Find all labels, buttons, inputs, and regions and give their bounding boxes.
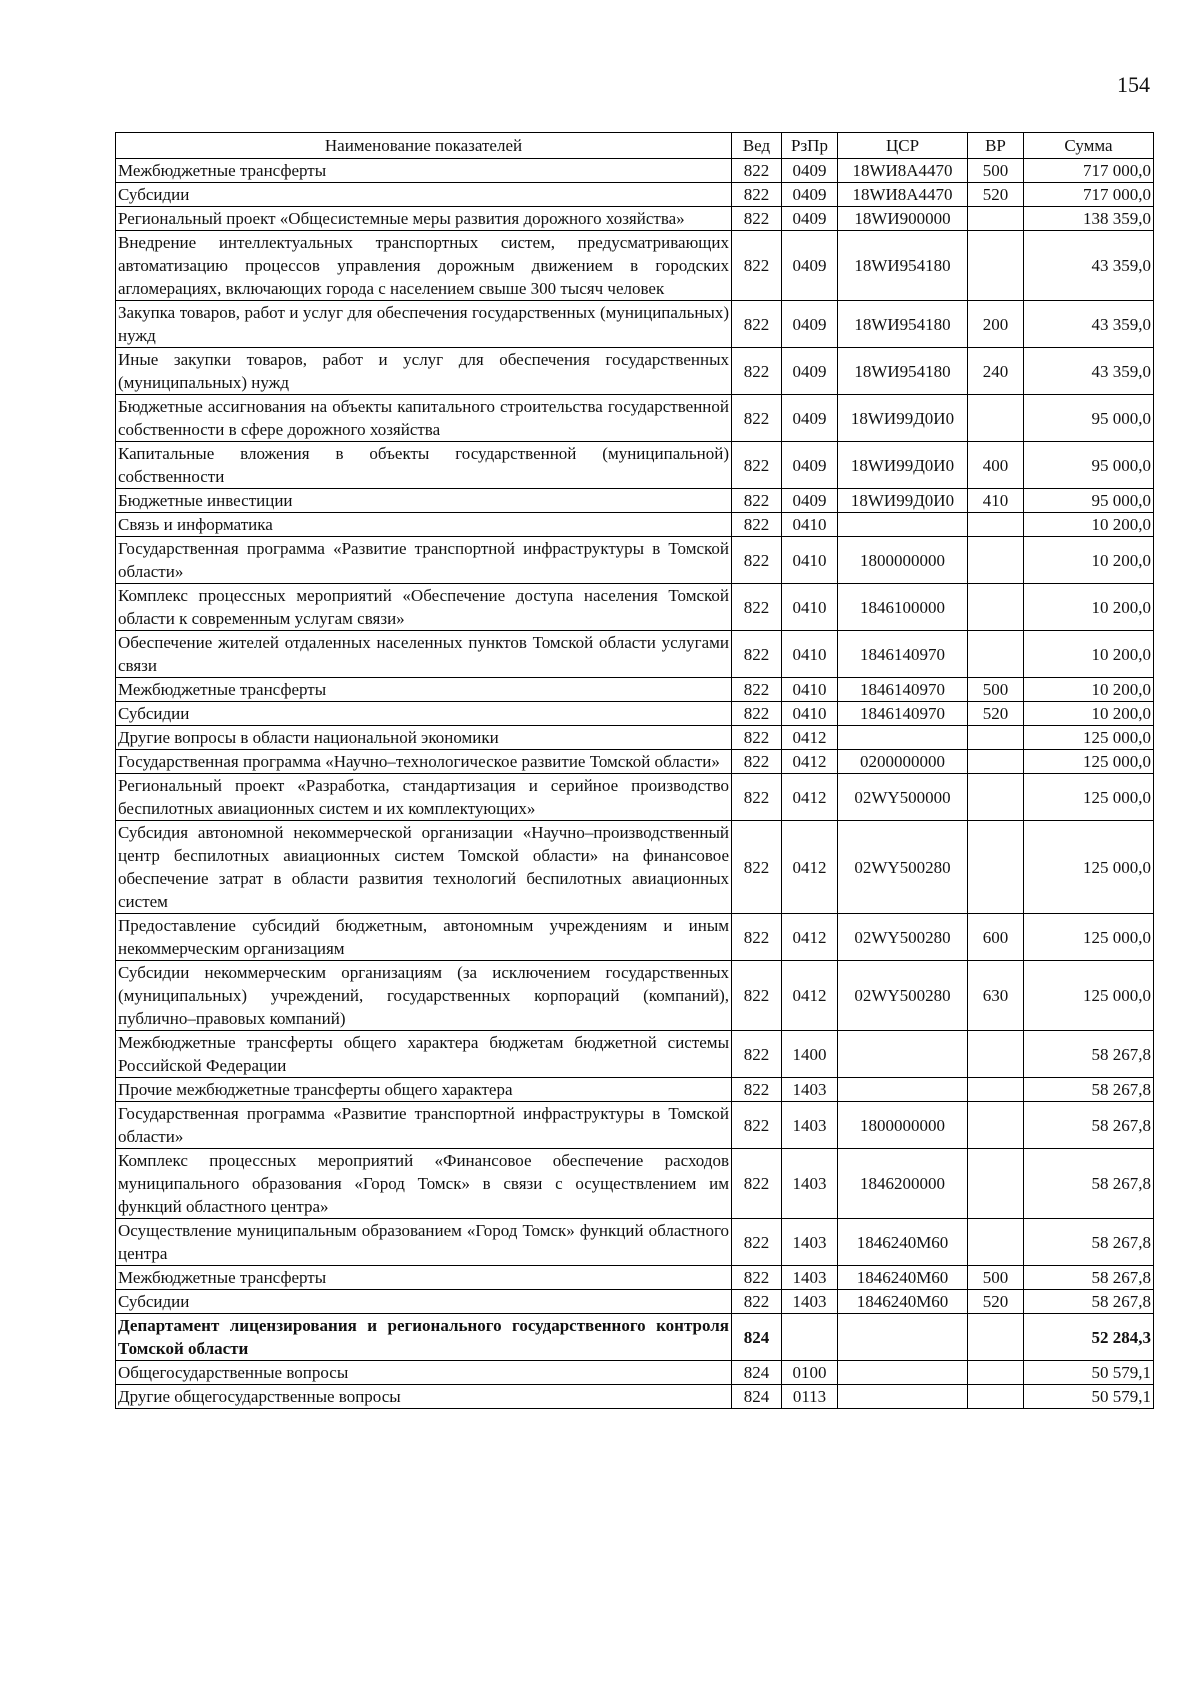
cell-vr: 410 <box>968 489 1024 513</box>
cell-rzpr: 0409 <box>782 231 838 301</box>
cell-vr: 400 <box>968 442 1024 489</box>
cell-ved: 822 <box>732 442 782 489</box>
table-row <box>116 702 1154 726</box>
cell-sum: 50 579,1 <box>1024 1361 1154 1385</box>
cell-vr <box>968 1149 1024 1219</box>
cell-sum: 95 000,0 <box>1024 489 1154 513</box>
cell-ved: 822 <box>732 159 782 183</box>
cell-name: Обеспечение жителей отдаленных населенных пунктов Томской области услугами связи <box>116 631 732 678</box>
table-row <box>116 1385 1154 1409</box>
cell-vr: 500 <box>968 678 1024 702</box>
cell-sum: 10 200,0 <box>1024 678 1154 702</box>
cell-rzpr: 0412 <box>782 914 838 961</box>
cell-ved: 822 <box>732 395 782 442</box>
cell-rzpr: 0412 <box>782 726 838 750</box>
cell-sum: 58 267,8 <box>1024 1290 1154 1314</box>
cell-vr <box>968 584 1024 631</box>
table-row <box>116 159 1154 183</box>
cell-rzpr: 0410 <box>782 631 838 678</box>
cell-sum: 138 359,0 <box>1024 207 1154 231</box>
table-body <box>116 159 1154 1409</box>
table-row <box>116 914 1154 961</box>
cell-csr: 1800000000 <box>838 1102 968 1149</box>
cell-ved: 822 <box>732 750 782 774</box>
cell-sum: 52 284,3 <box>1024 1314 1154 1361</box>
cell-vr <box>968 1102 1024 1149</box>
cell-sum: 125 000,0 <box>1024 961 1154 1031</box>
cell-name: Региональный проект «Общесистемные меры развития дорожного хозяйства» <box>116 207 732 231</box>
cell-name: Департамент лицензирования и регионального государственного контроля Томской области <box>116 1314 732 1361</box>
cell-name: Предоставление субсидий бюджетным, автономным учреждениям и иным некоммерческим организациям <box>116 914 732 961</box>
table-row <box>116 961 1154 1031</box>
cell-name: Закупка товаров, работ и услуг для обеспечения государственных (муниципальных) нужд <box>116 301 732 348</box>
cell-sum: 717 000,0 <box>1024 183 1154 207</box>
cell-ved: 822 <box>732 348 782 395</box>
cell-ved: 822 <box>732 1266 782 1290</box>
table-row <box>116 1078 1154 1102</box>
table-row <box>116 584 1154 631</box>
cell-csr: 18WИ954180 <box>838 231 968 301</box>
cell-vr: 520 <box>968 183 1024 207</box>
cell-sum: 125 000,0 <box>1024 821 1154 914</box>
cell-rzpr: 1403 <box>782 1266 838 1290</box>
cell-ved: 824 <box>732 1314 782 1361</box>
table-row <box>116 231 1154 301</box>
cell-vr <box>968 631 1024 678</box>
cell-sum: 10 200,0 <box>1024 537 1154 584</box>
cell-vr: 240 <box>968 348 1024 395</box>
cell-ved: 822 <box>732 774 782 821</box>
cell-vr <box>968 1361 1024 1385</box>
cell-csr: 02WY500000 <box>838 774 968 821</box>
cell-sum: 43 359,0 <box>1024 348 1154 395</box>
cell-name: Осуществление муниципальным образованием «Город Томск» функций областного центра <box>116 1219 732 1266</box>
cell-name: Субсидии <box>116 1290 732 1314</box>
cell-sum: 58 267,8 <box>1024 1031 1154 1078</box>
cell-rzpr: 0409 <box>782 489 838 513</box>
cell-rzpr: 1403 <box>782 1149 838 1219</box>
cell-rzpr: 0412 <box>782 750 838 774</box>
cell-vr <box>968 395 1024 442</box>
cell-csr <box>838 513 968 537</box>
cell-sum: 10 200,0 <box>1024 584 1154 631</box>
cell-ved: 822 <box>732 914 782 961</box>
cell-ved: 822 <box>732 678 782 702</box>
cell-rzpr: 0409 <box>782 348 838 395</box>
table-row <box>116 1361 1154 1385</box>
cell-csr: 1800000000 <box>838 537 968 584</box>
cell-ved: 822 <box>732 489 782 513</box>
cell-csr: 18WИ954180 <box>838 301 968 348</box>
table-row <box>116 726 1154 750</box>
table-row <box>116 537 1154 584</box>
cell-name: Государственная программа «Научно–технологическое развитие Томской области» <box>116 750 732 774</box>
cell-csr: 18WИ900000 <box>838 207 968 231</box>
table-row <box>116 301 1154 348</box>
cell-csr: 18WИ8А4470 <box>838 159 968 183</box>
table-row <box>116 750 1154 774</box>
cell-sum: 10 200,0 <box>1024 702 1154 726</box>
cell-csr: 02WY500280 <box>838 821 968 914</box>
table-row <box>116 1290 1154 1314</box>
cell-sum: 125 000,0 <box>1024 750 1154 774</box>
cell-csr: 1846140970 <box>838 702 968 726</box>
table-row <box>116 1149 1154 1219</box>
cell-rzpr: 0410 <box>782 513 838 537</box>
cell-sum: 58 267,8 <box>1024 1149 1154 1219</box>
cell-vr <box>968 1314 1024 1361</box>
cell-ved: 822 <box>732 702 782 726</box>
cell-csr: 18WИ8А4470 <box>838 183 968 207</box>
cell-vr: 520 <box>968 702 1024 726</box>
cell-csr: 1846240М60 <box>838 1219 968 1266</box>
cell-name: Субсидия автономной некоммерческой организации «Научно–производственный центр беспилотных авиационных систем Томской области» на финансовое обеспечение затрат в области развития технологий беспилотных авиационных систем <box>116 821 732 914</box>
header-csr: ЦСР <box>838 133 968 159</box>
table-row <box>116 678 1154 702</box>
cell-ved: 822 <box>732 1102 782 1149</box>
cell-csr: 18WИ99Д0И0 <box>838 442 968 489</box>
cell-csr <box>838 1078 968 1102</box>
cell-name: Внедрение интеллектуальных транспортных систем, предусматривающих автоматизацию процессов управления дорожным движением в городских агломерациях, включающих города с населением свыше 300 тысяч человек <box>116 231 732 301</box>
cell-vr: 500 <box>968 1266 1024 1290</box>
cell-csr: 18WИ99Д0И0 <box>838 489 968 513</box>
header-vr: ВР <box>968 133 1024 159</box>
cell-sum: 58 267,8 <box>1024 1102 1154 1149</box>
cell-name: Субсидии некоммерческим организациям (за исключением государственных (муниципальных) учреждений, государственных корпораций (компаний), публично–правовых компаний) <box>116 961 732 1031</box>
table-row <box>116 1102 1154 1149</box>
cell-csr <box>838 726 968 750</box>
table-header-row <box>116 133 1154 159</box>
cell-rzpr: 0409 <box>782 159 838 183</box>
cell-rzpr: 1403 <box>782 1078 838 1102</box>
table-row <box>116 348 1154 395</box>
cell-rzpr: 0412 <box>782 774 838 821</box>
cell-vr <box>968 231 1024 301</box>
cell-ved: 822 <box>732 537 782 584</box>
cell-vr <box>968 1031 1024 1078</box>
cell-vr: 520 <box>968 1290 1024 1314</box>
cell-sum: 10 200,0 <box>1024 631 1154 678</box>
cell-sum: 43 359,0 <box>1024 231 1154 301</box>
cell-ved: 822 <box>732 207 782 231</box>
cell-name: Капитальные вложения в объекты государственной (муниципальной) собственности <box>116 442 732 489</box>
cell-name: Межбюджетные трансферты <box>116 1266 732 1290</box>
cell-sum: 10 200,0 <box>1024 513 1154 537</box>
cell-rzpr: 0410 <box>782 702 838 726</box>
cell-name: Субсидии <box>116 702 732 726</box>
cell-ved: 822 <box>732 726 782 750</box>
cell-vr <box>968 1078 1024 1102</box>
cell-csr: 18WИ99Д0И0 <box>838 395 968 442</box>
cell-rzpr: 1403 <box>782 1219 838 1266</box>
cell-name: Бюджетные ассигнования на объекты капитального строительства государственной собственности в сфере дорожного хозяйства <box>116 395 732 442</box>
cell-name: Бюджетные инвестиции <box>116 489 732 513</box>
cell-csr <box>838 1314 968 1361</box>
cell-csr: 1846140970 <box>838 678 968 702</box>
cell-name: Общегосударственные вопросы <box>116 1361 732 1385</box>
cell-ved: 822 <box>732 183 782 207</box>
header-sum: Сумма <box>1024 133 1154 159</box>
cell-vr <box>968 774 1024 821</box>
cell-sum: 95 000,0 <box>1024 395 1154 442</box>
table-row <box>116 1314 1154 1361</box>
cell-name: Субсидии <box>116 183 732 207</box>
cell-name: Другие общегосударственные вопросы <box>116 1385 732 1409</box>
cell-sum: 50 579,1 <box>1024 1385 1154 1409</box>
header-name: Наименование показателей <box>116 133 732 159</box>
table-row <box>116 1031 1154 1078</box>
cell-rzpr: 0409 <box>782 301 838 348</box>
cell-sum: 95 000,0 <box>1024 442 1154 489</box>
cell-name: Региональный проект «Разработка, стандартизация и серийное производство беспилотных авиационных систем и их комплектующих» <box>116 774 732 821</box>
cell-csr: 02WY500280 <box>838 961 968 1031</box>
cell-vr <box>968 537 1024 584</box>
cell-csr: 1846240М60 <box>838 1290 968 1314</box>
cell-rzpr: 0113 <box>782 1385 838 1409</box>
cell-vr: 500 <box>968 159 1024 183</box>
cell-ved: 824 <box>732 1361 782 1385</box>
cell-name: Государственная программа «Развитие транспортной инфраструктуры в Томской области» <box>116 1102 732 1149</box>
cell-sum: 58 267,8 <box>1024 1219 1154 1266</box>
cell-sum: 43 359,0 <box>1024 301 1154 348</box>
cell-ved: 822 <box>732 231 782 301</box>
cell-name: Связь и информатика <box>116 513 732 537</box>
cell-vr <box>968 726 1024 750</box>
cell-rzpr <box>782 1314 838 1361</box>
cell-csr: 1846200000 <box>838 1149 968 1219</box>
cell-vr <box>968 1219 1024 1266</box>
cell-rzpr: 0100 <box>782 1361 838 1385</box>
header-ved: Вед <box>732 133 782 159</box>
cell-vr: 600 <box>968 914 1024 961</box>
cell-rzpr: 1400 <box>782 1031 838 1078</box>
cell-rzpr: 0410 <box>782 678 838 702</box>
cell-rzpr: 1403 <box>782 1290 838 1314</box>
table-row <box>116 207 1154 231</box>
cell-sum: 58 267,8 <box>1024 1266 1154 1290</box>
page-number: 154 <box>1117 72 1150 97</box>
cell-ved: 822 <box>732 513 782 537</box>
table-row <box>116 821 1154 914</box>
cell-csr: 1846100000 <box>838 584 968 631</box>
table-row <box>116 1266 1154 1290</box>
cell-csr: 1846140970 <box>838 631 968 678</box>
cell-vr: 630 <box>968 961 1024 1031</box>
cell-ved: 822 <box>732 821 782 914</box>
cell-vr: 200 <box>968 301 1024 348</box>
table-row <box>116 183 1154 207</box>
cell-rzpr: 0409 <box>782 183 838 207</box>
cell-csr: 02WY500280 <box>838 914 968 961</box>
cell-name: Прочие межбюджетные трансферты общего характера <box>116 1078 732 1102</box>
cell-name: Межбюджетные трансферты <box>116 159 732 183</box>
cell-csr <box>838 1361 968 1385</box>
cell-name: Комплекс процессных мероприятий «Обеспечение доступа населения Томской области к современным услугам связи» <box>116 584 732 631</box>
cell-ved: 822 <box>732 961 782 1031</box>
cell-name: Межбюджетные трансферты общего характера бюджетам бюджетной системы Российской Федерации <box>116 1031 732 1078</box>
cell-sum: 125 000,0 <box>1024 726 1154 750</box>
cell-csr: 18WИ954180 <box>838 348 968 395</box>
cell-csr: 1846240М60 <box>838 1266 968 1290</box>
cell-ved: 822 <box>732 301 782 348</box>
table-row <box>116 631 1154 678</box>
cell-ved: 822 <box>732 584 782 631</box>
cell-csr <box>838 1385 968 1409</box>
cell-ved: 822 <box>732 1219 782 1266</box>
cell-rzpr: 1403 <box>782 1102 838 1149</box>
cell-rzpr: 0409 <box>782 395 838 442</box>
cell-sum: 125 000,0 <box>1024 914 1154 961</box>
cell-sum: 125 000,0 <box>1024 774 1154 821</box>
budget-table <box>115 132 1154 1409</box>
cell-vr <box>968 1385 1024 1409</box>
cell-csr: 0200000000 <box>838 750 968 774</box>
table-row <box>116 1219 1154 1266</box>
table-row <box>116 513 1154 537</box>
cell-vr <box>968 750 1024 774</box>
header-rzpr: РзПр <box>782 133 838 159</box>
cell-rzpr: 0412 <box>782 961 838 1031</box>
table-row <box>116 774 1154 821</box>
cell-name: Межбюджетные трансферты <box>116 678 732 702</box>
table-row <box>116 489 1154 513</box>
cell-name: Государственная программа «Развитие транспортной инфраструктуры в Томской области» <box>116 537 732 584</box>
cell-ved: 822 <box>732 1290 782 1314</box>
cell-vr <box>968 207 1024 231</box>
table-row <box>116 395 1154 442</box>
cell-sum: 717 000,0 <box>1024 159 1154 183</box>
cell-rzpr: 0410 <box>782 537 838 584</box>
cell-name: Комплекс процессных мероприятий «Финансовое обеспечение расходов муниципального образования «Город Томск» в связи с осуществлением им функций областного центра» <box>116 1149 732 1219</box>
cell-vr <box>968 513 1024 537</box>
cell-name: Другие вопросы в области национальной экономики <box>116 726 732 750</box>
cell-ved: 822 <box>732 1078 782 1102</box>
cell-rzpr: 0409 <box>782 207 838 231</box>
cell-csr <box>838 1031 968 1078</box>
cell-rzpr: 0410 <box>782 584 838 631</box>
cell-ved: 824 <box>732 1385 782 1409</box>
cell-vr <box>968 821 1024 914</box>
cell-ved: 822 <box>732 1149 782 1219</box>
cell-name: Иные закупки товаров, работ и услуг для обеспечения государственных (муниципальных) нужд <box>116 348 732 395</box>
cell-ved: 822 <box>732 1031 782 1078</box>
table-row <box>116 442 1154 489</box>
cell-rzpr: 0409 <box>782 442 838 489</box>
cell-sum: 58 267,8 <box>1024 1078 1154 1102</box>
cell-rzpr: 0412 <box>782 821 838 914</box>
cell-ved: 822 <box>732 631 782 678</box>
